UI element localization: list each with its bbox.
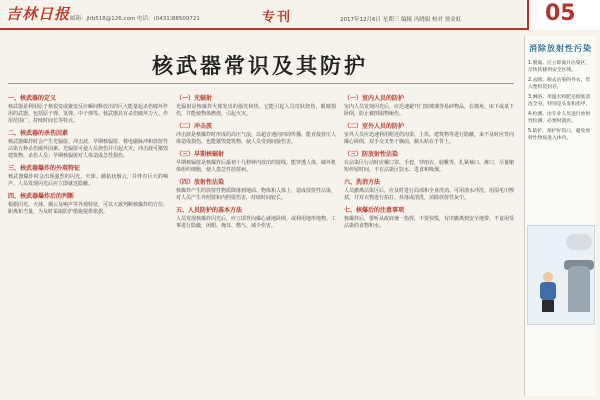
- person-icon: [538, 272, 558, 312]
- sidebar-title: 消除放射性污染: [529, 44, 592, 53]
- cooling-tower-body: [568, 266, 590, 312]
- subhead: （一）室内人员的防护: [344, 95, 405, 102]
- subhead: （二）室外人员的防护: [344, 123, 405, 130]
- steam-cloud-icon: [566, 234, 592, 250]
- sidebar-item: 3.淋浴。用温水和肥皂彻底清洗全身，特别是头发和指甲。: [528, 95, 591, 107]
- paragraph: 核爆炸产生的放射性物质降落到地面、物体和人体上，造成放射性沾染，对人员产生外照射和内照射伤害，持续时间较长。: [176, 188, 336, 201]
- article-title: 核武器常识及其防护: [152, 53, 368, 78]
- masthead: [0, 0, 600, 30]
- paragraph: 冲击波是核爆炸时形成的高压气浪，以超音速向四周传播，能直接挤压人体造成损伤，也能摧毁建筑物，使人员受到间接伤害。: [176, 132, 336, 145]
- article-column-2: [176, 90, 336, 396]
- subhead: 二、核武器的杀伤因素: [8, 130, 69, 137]
- subhead: 六、洗消方法: [344, 179, 381, 186]
- subhead: 四、核武器爆炸后的判断: [8, 193, 75, 200]
- paragraph: 早期核辐射是核爆炸后最初十几秒钟内放出的射线，能穿透人体，破坏机体组织细胞，使人患急性放射病。: [176, 160, 336, 173]
- subhead: 七、核爆后的注意事项: [344, 207, 405, 214]
- section-label: 专刊: [262, 10, 293, 25]
- paragraph: 核武器爆炸时会产生光辐射、冲击波、早期核辐射、核电磁脉冲和放射性沾染五种杀伤破坏因素。光辐射可使人员烧伤并引起火灾；冲击波可摧毁建筑物、杀伤人员；早期核辐射对人体造成急性损伤。: [8, 139, 168, 159]
- subhead: 三、核武器爆炸的外观特征: [8, 165, 81, 172]
- sidebar-item: 1.脱离。应立即离开沾染区，尽快转移到安全区域。: [528, 61, 591, 73]
- paragraph: 室外人员应迅速利用附近的沟渠、土坎、建筑物等进行隐蔽，来不及时应背向爆心卧倒，双手交叉垫于胸前，额头贴在手背上。: [344, 132, 514, 145]
- paragraph: 根据闪光、火球、烟云及响声等外观特征，可以大致判断核爆炸的方位、距离和当量，为及时采取防护措施提供依据。: [8, 202, 168, 215]
- sidebar-item: 4.检测。由专业人员进行放射性检测，必要时就医。: [528, 112, 591, 124]
- paragraph: 人员撤离沾染区后，应及时进行局部和全身洗消。可用清水冲洗，用湿毛巾擦拭，并对衣物进行拍打、抖落或清洗，消除放射性灰尘。: [344, 188, 514, 201]
- subhead: （三）早期核辐射: [176, 151, 225, 158]
- subhead: 一、核武器的定义: [8, 95, 57, 102]
- article-column-1: [8, 90, 168, 396]
- article-column-3: [344, 90, 514, 396]
- subhead: 五、人员防护的基本方法: [176, 207, 243, 214]
- sidebar-item: 5.防护。保护好伤口，避免放射性物质进入体内。: [528, 129, 591, 141]
- paragraph: 核武器是利用原子核裂变或聚变反应瞬间释放出的巨大能量起杀伤破坏作用的武器，包括原子弹、氢弹、中子弹等。核武器具有杀伤破坏力大、作用范围广、持续时间长等特点。: [8, 104, 168, 124]
- paragraph: 人员发现核爆炸闪光后，应立即背向爆心就地卧倒，或利用地形地物、工事进行隐蔽，闭眼、掩耳、憋气，减少伤害。: [176, 216, 336, 229]
- dateline: 2017年12月6日 星期三 编辑 冯晓娟 校对 贾金虹: [340, 17, 462, 23]
- paragraph: 核爆炸后，要听从政府统一指挥，不要惊慌，有序撤离到安全地带，不食用受沾染的食物和水。: [344, 216, 514, 229]
- page-number: 05: [545, 1, 576, 26]
- subhead: （三）防放射性沾染: [344, 151, 399, 158]
- paragraph: 核武器爆炸时会出现强烈的闪光、火球、蘑菇状烟云，并伴有巨大的响声。人员发现闪光后应立即就近隐蔽。: [8, 174, 168, 187]
- paragraph: 室内人员发现闪光后，应迅速避开门窗玻璃等易碎物品，在墙角、床下或桌下卧倒，防止被倒塌物砸伤。: [344, 104, 514, 117]
- newspaper-logo: 吉林日报: [6, 5, 71, 23]
- sidebar-box: [524, 36, 596, 396]
- subhead: （二）冲击波: [176, 123, 213, 130]
- subhead: （四）放射性沾染: [176, 179, 225, 186]
- nuclear-plant-illustration: [527, 225, 595, 325]
- paragraph: 光辐射是核爆炸火球发出的强光和热。它能引起人员皮肤烧伤、眼睛损伤，并能使物体燃烧，引起火灾。: [176, 104, 336, 117]
- sidebar-item: 2.去除。脱去沾染的外衣，装入塑料袋封存。: [528, 78, 591, 90]
- paragraph: 在沾染区行动时应戴口罩、手套，穿雨衣、胶靴等，扎紧袖口、裤口，尽量缩短停留时间，不在沾染区饮水、进食和吸烟。: [344, 160, 514, 173]
- title-divider: [8, 83, 514, 84]
- subhead: （一）光辐射: [176, 95, 213, 102]
- contact-info: 邮箱：jlrb518@126.com 电话：(0431)88509721: [70, 16, 200, 22]
